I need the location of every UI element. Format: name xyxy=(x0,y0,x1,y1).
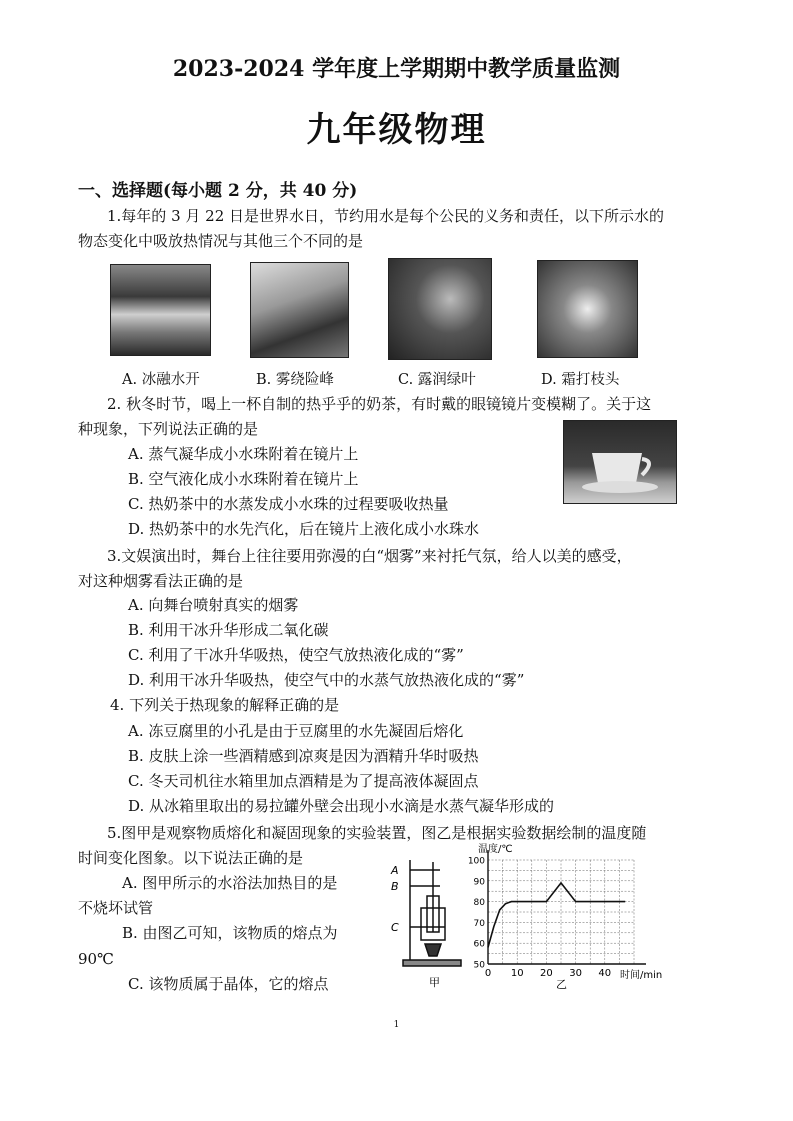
q5-option-c-line1: C. 该物质属于晶体，它的熔点 xyxy=(128,975,329,993)
q3-stem-line1: 3.文娱演出时，舞台上往往要用弥漫的白“烟雾”来衬托气氛，给人以美的感受， xyxy=(107,547,632,565)
section-heading: 一、选择题(每小题 2 分，共 40 分) xyxy=(78,181,358,201)
x-tick-label: 0 xyxy=(484,968,492,979)
q3-option-d: D. 利用干冰升华吸热，使空气中的水蒸气放热液化成的“雾” xyxy=(128,671,525,689)
y-tick-label: 70 xyxy=(473,918,485,929)
milk-tea-cup-photo xyxy=(563,420,677,504)
y-tick-label: 90 xyxy=(473,877,485,888)
q5-option-a-line1: A. 图甲所示的水浴法加热目的是 xyxy=(122,874,338,892)
y-tick-label: 80 xyxy=(473,898,485,909)
exam-title: 2023-2024 学年度上学期期中教学质量监测 xyxy=(172,56,621,82)
subject-title: 九年级物理 xyxy=(306,110,487,150)
temperature-chart xyxy=(458,840,688,990)
q4-option-b: B. 皮肤上涂一些酒精感到凉爽是因为酒精升华时吸热 xyxy=(128,747,479,765)
chart-axes xyxy=(488,850,646,964)
y-tick-label: 50 xyxy=(473,960,485,971)
fog-mountain-photo xyxy=(250,262,349,358)
x-tick-label: 30 xyxy=(569,968,582,979)
chart-ticks xyxy=(468,857,611,980)
q2-option-d: D. 热奶茶中的水先汽化，后在镜片上液化成小水珠水 xyxy=(128,520,480,538)
q1-option-d: D. 霜打枝头 xyxy=(541,372,620,388)
frost-branch-photo xyxy=(537,260,638,358)
q2-option-c: C. 热奶茶中的水蒸发成小水珠的过程要吸收热量 xyxy=(128,495,449,513)
dew-leaf-photo xyxy=(388,258,492,360)
chart-grid xyxy=(488,860,634,964)
q1-option-b: B. 雾绕险峰 xyxy=(256,372,334,388)
page-number: 1 xyxy=(393,1020,400,1030)
q1-stem-line2: 物态变化中吸放热情况与其他三个不同的是 xyxy=(78,232,364,250)
q4-option-c: C. 冬天司机往水箱里加点酒精是为了提高液体凝固点 xyxy=(128,772,479,790)
q5-stem-line2: 时间变化图象。以下说法正确的是 xyxy=(78,849,304,867)
caption-yi: 乙 xyxy=(556,978,567,990)
label-c: C xyxy=(391,921,399,934)
q5-option-b-line1: B. 由图乙可知，该物质的熔点为 xyxy=(122,924,338,942)
q1-stem-line1: 1.每年的 3 月 22 日是世界水日，节约用水是每个公民的义务和责任，以下所示水的 xyxy=(107,207,665,225)
caption-jia: 甲 xyxy=(429,976,440,989)
q4-stem: 4. 下列关于热现象的解释正确的是 xyxy=(110,696,340,714)
q3-option-c: C. 利用了干冰升华吸热，使空气放热液化成的“雾” xyxy=(128,646,464,664)
q5-stem-line1: 5.图甲是观察物质熔化和凝固现象的实验装置，图乙是根据实验数据绘制的温度随 xyxy=(107,824,647,842)
q2-option-b: B. 空气液化成小水珠附着在镜片上 xyxy=(128,470,359,488)
apparatus-diagram xyxy=(385,852,465,992)
x-axis-label: 时间/min xyxy=(620,970,663,981)
q1-option-c: C. 露润绿叶 xyxy=(398,372,476,388)
q5-option-b-line2: 90℃ xyxy=(78,950,114,968)
q3-option-b: B. 利用干冰升华形成二氧化碳 xyxy=(128,621,329,639)
x-tick-label: 10 xyxy=(510,968,524,979)
y-axis-label: 温度/℃ xyxy=(478,844,513,855)
ice-melting-photo xyxy=(110,264,211,356)
x-tick-label: 20 xyxy=(540,968,553,979)
q4-option-d: D. 从冰箱里取出的易拉罐外壁会出现小水滴是水蒸气凝华形成的 xyxy=(128,797,555,815)
label-b: B xyxy=(391,880,399,893)
q2-stem-line2: 种现象，下列说法正确的是 xyxy=(78,420,259,438)
label-a: A xyxy=(391,864,399,877)
q2-option-a: A. 蒸气凝华成小水珠附着在镜片上 xyxy=(128,445,359,463)
q2-stem-line1: 2. 秋冬时节，喝上一杯自制的热乎乎的奶茶，有时戴的眼镜镜片变模糊了。关于这 xyxy=(107,395,652,413)
q3-stem-line2: 对这种烟雾看法正确的是 xyxy=(78,572,244,590)
y-tick-label: 100 xyxy=(467,856,485,867)
q1-option-a: A. 冰融水开 xyxy=(122,372,200,388)
q3-option-a: A. 向舞台喷射真实的烟雾 xyxy=(128,596,299,614)
y-tick-label: 60 xyxy=(473,939,485,950)
q5-option-a-line2: 不烧坏试管 xyxy=(78,899,154,917)
q4-option-a: A. 冻豆腐里的小孔是由于豆腐里的水先凝固后熔化 xyxy=(128,722,464,740)
x-tick-label: 40 xyxy=(598,968,612,979)
